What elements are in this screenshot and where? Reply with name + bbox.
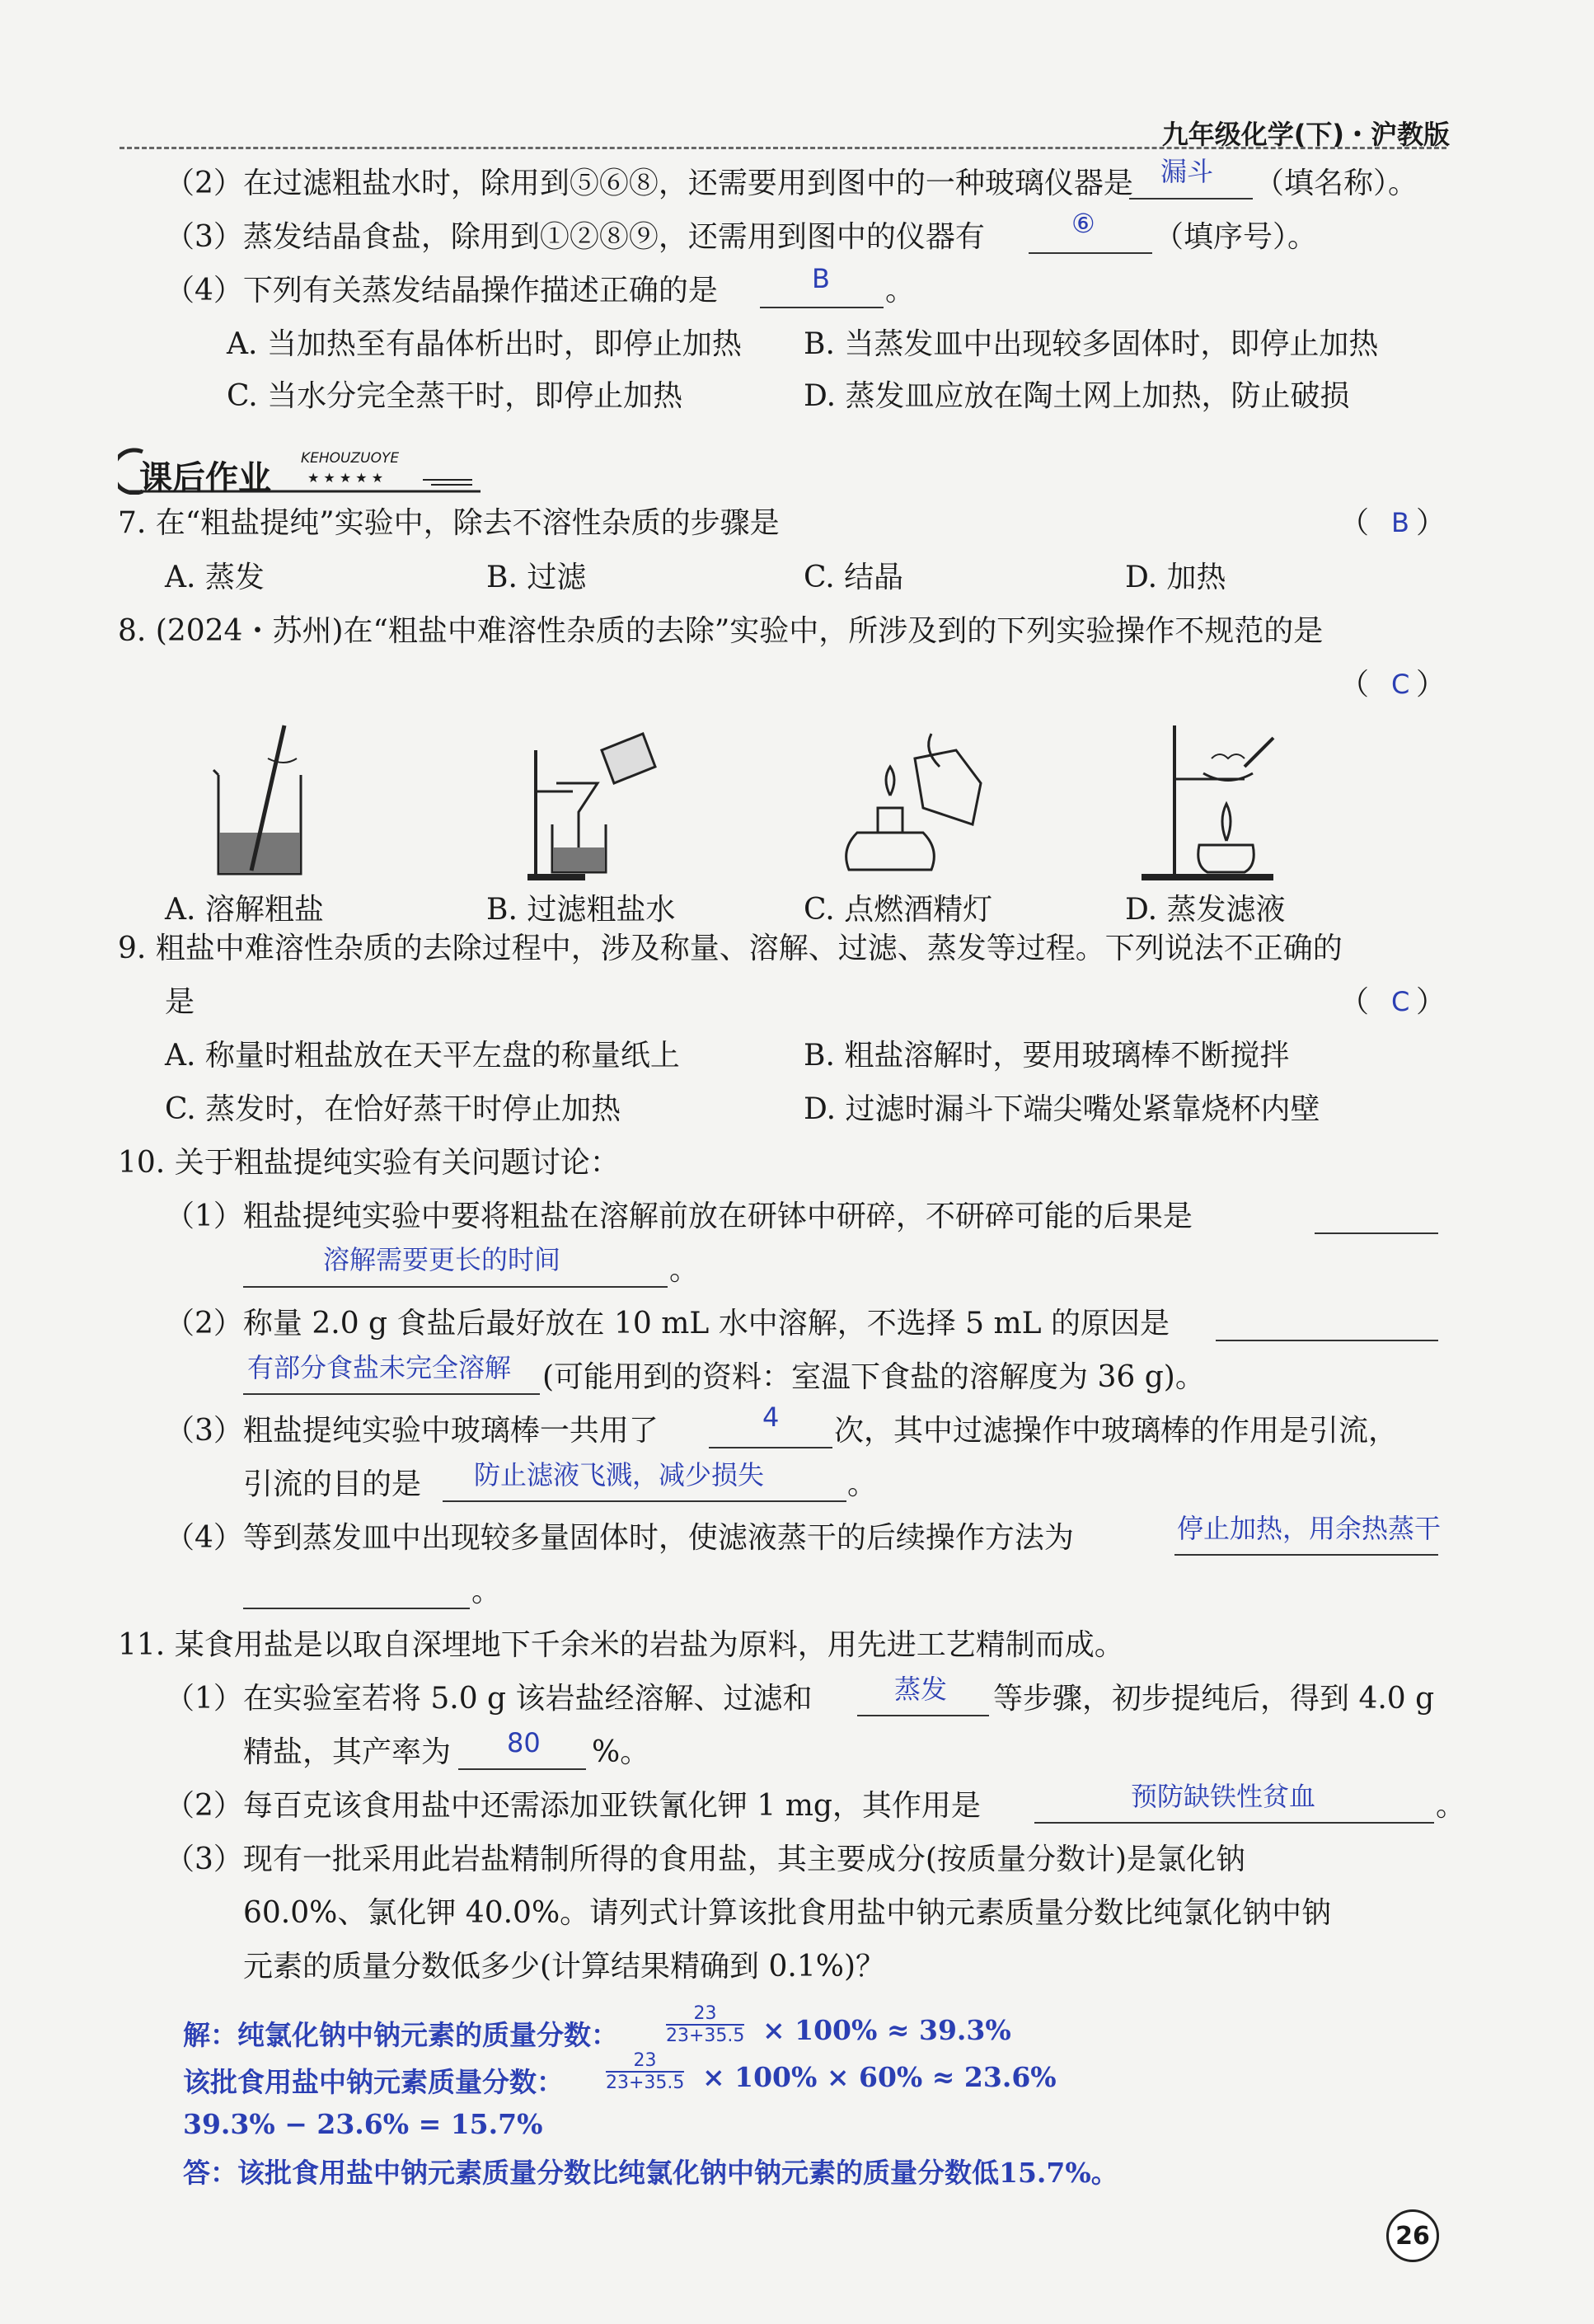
q11-solution-line1-denominator: 23+35.5 <box>666 2026 745 2046</box>
q7-option-c: C. 结晶 <box>804 561 904 594</box>
figure-lighting-lamp <box>824 717 989 882</box>
q10-part2-text: （2）称量 2.0 g 食盐后最好放在 10 mL 水中溶解，不选择 5 mL 的原因是 <box>165 1307 1170 1340</box>
q10-part2-end: (可能用到的资料：室温下食盐的溶解度为 36 g)。 <box>542 1360 1205 1394</box>
q9-option-d: D. 过滤时漏斗下端尖嘴处紧靠烧杯内壁 <box>804 1092 1320 1126</box>
q8-answer: C <box>1391 669 1410 700</box>
q10-part4-blank-a <box>1174 1554 1438 1556</box>
prev-q3-blank <box>1029 252 1152 254</box>
q10-part2-answer: 有部分食盐未完全溶解 <box>247 1352 512 1383</box>
prev-q2-blank <box>1129 198 1253 200</box>
q11-solution-line1-fraction <box>666 2003 744 2046</box>
q11-part3-text-c: 元素的质量分数低多少(计算结果精确到 0.1%)？ <box>243 1950 885 1984</box>
q10-part3-blank-b <box>443 1500 846 1502</box>
q10-stem: 10. 关于粗盐提纯实验有关问题讨论： <box>118 1146 620 1180</box>
q10-part3-text-b: 次，其中过滤操作中玻璃棒的作用是引流， <box>834 1414 1399 1448</box>
prev-q4-blank <box>760 307 884 308</box>
q9-option-a: A. 称量时粗盐放在天平左盘的称量纸上 <box>165 1039 680 1073</box>
q10-part4-blank-b <box>243 1608 470 1609</box>
header-divider <box>120 147 1446 149</box>
q10-part3-text-c: 引流的目的是 <box>243 1467 422 1501</box>
q11-part1-text-c: 精盐，其产率为 <box>243 1735 452 1769</box>
q10-part1-blank-a <box>1315 1232 1438 1234</box>
q11-part2-text: （2）每百克该食用盐中还需添加亚铁氰化钾 1 mg，其作用是 <box>165 1789 981 1823</box>
q11-part2-end: 。 <box>1436 1789 1466 1823</box>
q10-part2-blank-a <box>1216 1340 1438 1341</box>
q11-stem: 11. 某食用盐是以取自深埋地下千余米的岩盐为原料，用先进工艺精制而成。 <box>118 1628 1124 1662</box>
section-title: 课后作业 <box>139 459 271 497</box>
q11-part1-text-d: %。 <box>592 1735 650 1769</box>
q11-solution-line2-fraction <box>606 2050 684 2093</box>
q11-solution-conclusion: 答：该批食用盐中钠元素质量分数比纯氯化钠中钠元素的质量分数低15.7%。 <box>183 2157 1118 2189</box>
q9-stem-line2: 是 <box>165 985 195 1019</box>
q11-part2-blank <box>1034 1822 1434 1824</box>
q8-caption-a: A. 溶解粗盐 <box>165 893 324 927</box>
q11-solution-line2-result: × 100% × 60% ≈ 23.6% <box>702 2061 1057 2093</box>
page-number: 26 <box>1386 2209 1439 2262</box>
q7-option-a: A. 蒸发 <box>165 561 265 594</box>
q10-part3-end: 。 <box>847 1467 878 1501</box>
q10-part3-answer-a: 4 <box>762 1401 780 1433</box>
q11-solution-line2-numerator: 23 <box>606 2050 684 2073</box>
q11-part1-text-b: 等步骤，初步提纯后，得到 4.0 g <box>993 1682 1435 1716</box>
q10-part1-blank-b <box>243 1286 668 1288</box>
prev-q4-option-a: A. 当加热至有晶体析出时，即停止加热 <box>227 327 742 361</box>
q11-solution-line1-numerator: 23 <box>666 2003 744 2026</box>
q10-part3-text-a: （3）粗盐提纯实验中玻璃棒一共用了 <box>165 1414 659 1448</box>
prev-q2-answer: 漏斗 <box>1160 156 1214 187</box>
q8-bracket-right: ） <box>1416 668 1446 702</box>
section-header <box>118 445 481 495</box>
q7-option-b: B. 过滤 <box>486 561 587 594</box>
q11-part1-answer-b: 80 <box>507 1727 541 1758</box>
q10-part1-end: 。 <box>669 1253 700 1287</box>
figure-dissolve-beaker <box>210 717 317 882</box>
section-stars: ★ ★ ★ ★ ★ <box>307 470 384 486</box>
header-title: 九年级化学(下)・沪教版 <box>1161 119 1450 150</box>
q7-answer: B <box>1391 507 1409 538</box>
figure-filtration <box>519 717 659 882</box>
q7-stem: 7. 在“粗盐提纯”实验中，除去不溶性杂质的步骤是 <box>118 506 780 540</box>
prev-q3-answer: ⑥ <box>1071 208 1095 239</box>
q8-caption-d: D. 蒸发滤液 <box>1125 893 1286 927</box>
prev-q2-text: （2）在过滤粗盐水时，除用到⑤⑥⑧，还需要用到图中的一种玻璃仪器是 <box>165 167 1133 200</box>
prev-q4-end: 。 <box>885 274 916 308</box>
q10-part3-answer-b: 防止滤液飞溅，减少损失 <box>474 1459 765 1491</box>
prev-q4-option-c: C. 当水分完全蒸干时，即停止加热 <box>227 379 683 413</box>
q9-bracket-right: ） <box>1416 985 1446 1019</box>
prev-q3-end: （填序号）。 <box>1154 220 1318 254</box>
q8-stem: 8. (2024・苏州)在“粗盐中难溶性杂质的去除”实验中，所涉及到的下列实验操作不规范的是 <box>118 614 1324 648</box>
q10-part1-text: （1）粗盐提纯实验中要将粗盐在溶解前放在研钵中研碎，不研碎可能的后果是 <box>165 1200 1193 1233</box>
q11-part3-text-a: （3）现有一批采用此岩盐精制所得的食用盐，其主要成分(按质量分数计)是氯化钠 <box>165 1843 1245 1876</box>
q7-option-d: D. 加热 <box>1125 561 1226 594</box>
q10-part3-blank-a <box>709 1447 832 1448</box>
q11-solution-line1-text: 解：纯氯化钠中钠元素的质量分数： <box>183 2019 618 2051</box>
q7-bracket-left: （ <box>1339 506 1370 540</box>
q11-part2-answer: 预防缺铁性贫血 <box>1131 1781 1316 1812</box>
figure-evaporation <box>1137 717 1286 882</box>
q8-caption-c: C. 点燃酒精灯 <box>804 893 993 927</box>
q7-bracket-right: ） <box>1416 506 1446 540</box>
q9-option-c: C. 蒸发时，在恰好蒸干时停止加热 <box>165 1092 621 1126</box>
q10-part1-answer: 溶解需要更长的时间 <box>323 1244 561 1275</box>
q8-caption-b: B. 过滤粗盐水 <box>486 893 676 927</box>
q9-stem-line1: 9. 粗盐中难溶性杂质的去除过程中，涉及称量、溶解、过滤、蒸发等过程。下列说法不正确的 <box>118 932 1343 965</box>
q10-part2-blank-b <box>243 1393 540 1395</box>
q11-solution-line3: 39.3% − 23.6% = 15.7% <box>183 2108 543 2140</box>
q8-bracket-left: （ <box>1339 668 1370 702</box>
q10-part4-text: （4）等到蒸发皿中出现较多量固体时，使滤液蒸干的后续操作方法为 <box>165 1521 1074 1555</box>
prev-q4-option-d: D. 蒸发皿应放在陶土网上加热，防止破损 <box>804 379 1350 413</box>
q10-part4-answer: 停止加热，用余热蒸干 <box>1177 1513 1442 1544</box>
prev-q4-option-b: B. 当蒸发皿中出现较多固体时，即停止加热 <box>804 327 1379 361</box>
q11-solution-line2-text: 该批食用盐中钠元素质量分数： <box>183 2066 564 2098</box>
q9-answer: C <box>1391 986 1410 1017</box>
q11-solution-line2-denominator: 23+35.5 <box>606 2073 685 2093</box>
q11-part1-blank-a <box>857 1715 989 1716</box>
prev-q4-answer: B <box>812 263 830 294</box>
prev-q3-text: （3）蒸发结晶食盐，除用到①②⑧⑨，还需用到图中的仪器有 <box>165 220 985 254</box>
q11-solution-line1-result: × 100% ≈ 39.3% <box>762 2014 1011 2046</box>
q11-part1-text-a: （1）在实验室若将 5.0 g 该岩盐经溶解、过滤和 <box>165 1682 813 1716</box>
q10-part4-end: 。 <box>471 1575 502 1608</box>
q9-bracket-left: （ <box>1339 985 1370 1019</box>
prev-q2-end: （填名称）。 <box>1254 167 1418 200</box>
section-subtitle: KEHOUZUOYE <box>301 450 400 467</box>
q9-option-b: B. 粗盐溶解时，要用玻璃棒不断搅拌 <box>804 1039 1290 1073</box>
q11-part1-answer-a: 蒸发 <box>894 1674 948 1705</box>
q11-part1-blank-b <box>458 1768 586 1770</box>
prev-q4-text: （4）下列有关蒸发结晶操作描述正确的是 <box>165 274 718 308</box>
q11-part3-text-b: 60.0%、氯化钾 40.0%。请列式计算该批食用盐中钠元素质量分数比纯氯化钠中钠 <box>243 1896 1332 1930</box>
